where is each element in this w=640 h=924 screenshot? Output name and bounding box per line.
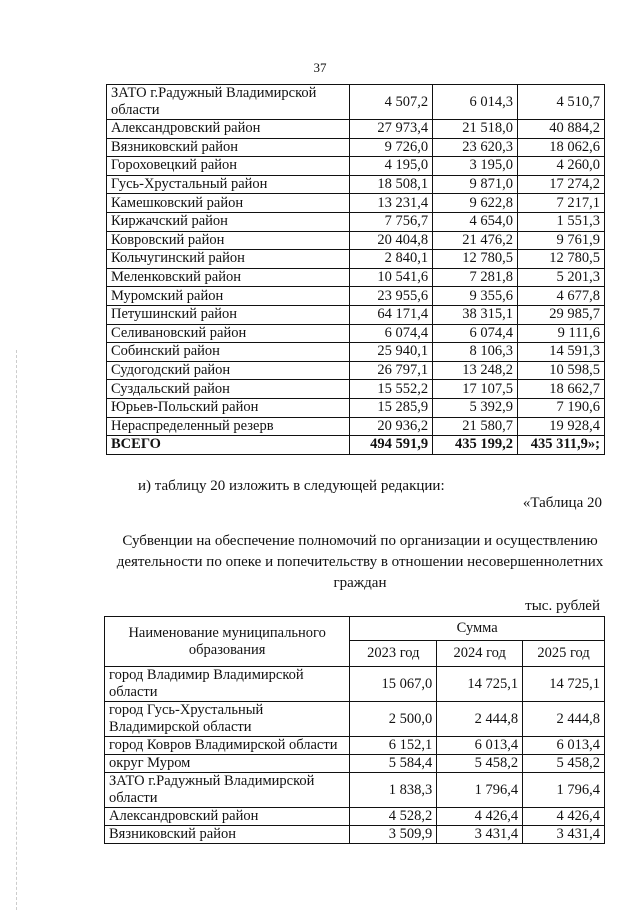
value-cell: 14 725,1 — [437, 667, 523, 702]
value-cell: 9 871,0 — [433, 175, 518, 194]
table-row — [107, 305, 605, 324]
value-cell: 12 780,5 — [433, 250, 518, 269]
municipality-name: Александровский район — [107, 120, 350, 139]
value-cell: 9 726,0 — [350, 138, 433, 157]
municipality-name: ЗАТО г.Радужный Владимирской области — [105, 773, 350, 808]
value-cell: 18 662,7 — [518, 380, 605, 399]
table-row — [107, 343, 605, 362]
header-year: 2024 год — [437, 641, 523, 667]
value-cell: 6 074,4 — [350, 324, 433, 343]
table-row — [107, 120, 605, 139]
value-cell: 4 426,4 — [437, 808, 523, 826]
value-cell: 2 444,8 — [523, 702, 605, 737]
value-cell: 1 796,4 — [437, 773, 523, 808]
municipality-name: Юрьев-Польский район — [107, 398, 350, 417]
table-title: Субвенции на обеспечение полномочий по организации и осуществлению деятельности по опеке и попечительству в отношении несовершеннолетних граждан — [116, 533, 604, 591]
value-cell: 4 260,0 — [518, 157, 605, 176]
table-row — [105, 737, 605, 755]
table-row — [105, 826, 605, 844]
value-cell: 7 217,1 — [518, 194, 605, 213]
value-cell: 18 062,6 — [518, 138, 605, 157]
value-cell: 40 884,2 — [518, 120, 605, 139]
value-cell: 6 152,1 — [350, 737, 437, 755]
table-row — [107, 398, 605, 417]
value-cell: 4 426,4 — [523, 808, 605, 826]
value-cell: 17 274,2 — [518, 175, 605, 194]
subvention-table — [104, 616, 605, 844]
table-row — [107, 175, 605, 194]
value-cell: 23 955,6 — [350, 287, 433, 306]
page-number: 37 — [313, 60, 327, 75]
table-row — [107, 157, 605, 176]
table-row — [105, 755, 605, 773]
municipality-name: Кольчугинский район — [107, 250, 350, 269]
value-cell: 7 756,7 — [350, 212, 433, 231]
table-row — [107, 250, 605, 269]
value-cell: 38 315,1 — [433, 305, 518, 324]
municipality-name: Гороховецкий район — [107, 157, 350, 176]
value-cell: 6 014,3 — [433, 85, 518, 120]
header-row — [105, 617, 605, 641]
value-cell: 15 067,0 — [350, 667, 437, 702]
value-cell: 4 507,2 — [350, 85, 433, 120]
value-cell: 29 985,7 — [518, 305, 605, 324]
table-row — [107, 361, 605, 380]
value-cell: 8 106,3 — [433, 343, 518, 362]
value-cell: 7 190,6 — [518, 398, 605, 417]
value-cell: 9 111,6 — [518, 324, 605, 343]
value-cell: 3 509,9 — [350, 826, 437, 844]
scan-margin-line — [16, 350, 18, 910]
municipality-name: Муромский район — [107, 287, 350, 306]
table-row — [107, 287, 605, 306]
value-cell: 64 171,4 — [350, 305, 433, 324]
municipality-name: город Гусь-Хрустальный Владимирской области — [105, 702, 350, 737]
amendment-text: и) таблицу 20 изложить в следующей редакции: — [138, 478, 445, 494]
value-cell: 9 355,6 — [433, 287, 518, 306]
municipality-name: Вязниковский район — [105, 826, 350, 844]
value-cell: 3 195,0 — [433, 157, 518, 176]
value-cell: 14 725,1 — [523, 667, 605, 702]
table-row — [105, 773, 605, 808]
municipality-name: город Владимир Владимирской области — [105, 667, 350, 702]
municipality-name: Вязниковский район — [107, 138, 350, 157]
value-cell: 2 444,8 — [437, 702, 523, 737]
value-cell: 21 518,0 — [433, 120, 518, 139]
table-row — [107, 194, 605, 213]
value-cell: 12 780,5 — [518, 250, 605, 269]
table-row — [107, 231, 605, 250]
value-cell: 13 248,2 — [433, 361, 518, 380]
header-sum: Сумма — [350, 617, 605, 641]
municipality-name: Селивановский район — [107, 324, 350, 343]
value-cell: 2 840,1 — [350, 250, 433, 269]
total-value: 494 591,9 — [350, 436, 433, 455]
total-row — [107, 436, 605, 455]
total-value: 435 311,9»; — [518, 436, 605, 455]
table-row — [107, 417, 605, 436]
budget-table-continuation — [106, 84, 605, 455]
municipality-name: Суздальский район — [107, 380, 350, 399]
table-row — [107, 138, 605, 157]
table-row — [105, 667, 605, 702]
value-cell: 5 458,2 — [437, 755, 523, 773]
value-cell: 4 510,7 — [518, 85, 605, 120]
header-year: 2023 год — [350, 641, 437, 667]
value-cell: 18 508,1 — [350, 175, 433, 194]
value-cell: 7 281,8 — [433, 268, 518, 287]
value-cell: 21 580,7 — [433, 417, 518, 436]
value-cell: 15 285,9 — [350, 398, 433, 417]
value-cell: 14 591,3 — [518, 343, 605, 362]
value-cell: 1 796,4 — [523, 773, 605, 808]
total-value: 435 199,2 — [433, 436, 518, 455]
municipality-name: Меленковский район — [107, 268, 350, 287]
municipality-name: ЗАТО г.Радужный Владимирской области — [107, 85, 350, 120]
municipality-name: Петушинский район — [107, 305, 350, 324]
value-cell: 9 761,9 — [518, 231, 605, 250]
municipality-name: Гусь-Хрустальный район — [107, 175, 350, 194]
table-row — [107, 324, 605, 343]
value-cell: 5 584,4 — [350, 755, 437, 773]
value-cell: 6 013,4 — [523, 737, 605, 755]
municipality-name: Нераспределенный резерв — [107, 417, 350, 436]
total-label: ВСЕГО — [107, 436, 350, 455]
value-cell: 23 620,3 — [433, 138, 518, 157]
value-cell: 4 677,8 — [518, 287, 605, 306]
municipality-name: Александровский район — [105, 808, 350, 826]
table-row — [105, 808, 605, 826]
value-cell: 1 838,3 — [350, 773, 437, 808]
value-cell: 20 936,2 — [350, 417, 433, 436]
value-cell: 5 458,2 — [523, 755, 605, 773]
value-cell: 5 392,9 — [433, 398, 518, 417]
value-cell: 5 201,3 — [518, 268, 605, 287]
table-row — [107, 212, 605, 231]
municipality-name: Камешковский район — [107, 194, 350, 213]
value-cell: 25 940,1 — [350, 343, 433, 362]
value-cell: 4 528,2 — [350, 808, 437, 826]
value-cell: 3 431,4 — [523, 826, 605, 844]
table-row — [107, 268, 605, 287]
value-cell: 10 598,5 — [518, 361, 605, 380]
value-cell: 10 541,6 — [350, 268, 433, 287]
value-cell: 4 654,0 — [433, 212, 518, 231]
value-cell: 2 500,0 — [350, 702, 437, 737]
value-cell: 6 074,4 — [433, 324, 518, 343]
value-cell: 3 431,4 — [437, 826, 523, 844]
table-row — [105, 702, 605, 737]
municipality-name: Киржачский район — [107, 212, 350, 231]
municipality-name: Судогодский район — [107, 361, 350, 380]
value-cell: 27 973,4 — [350, 120, 433, 139]
municipality-name: Ковровский район — [107, 231, 350, 250]
value-cell: 4 195,0 — [350, 157, 433, 176]
value-cell: 1 551,3 — [518, 212, 605, 231]
value-cell: 26 797,1 — [350, 361, 433, 380]
municipality-name: Собинский район — [107, 343, 350, 362]
value-cell: 13 231,4 — [350, 194, 433, 213]
table-row — [107, 85, 605, 120]
value-cell: 20 404,8 — [350, 231, 433, 250]
header-year: 2025 год — [523, 641, 605, 667]
municipality-name: город Ковров Владимирской области — [105, 737, 350, 755]
units-label: тыс. рублей — [525, 598, 600, 614]
value-cell: 6 013,4 — [437, 737, 523, 755]
municipality-name: округ Муром — [105, 755, 350, 773]
value-cell: 21 476,2 — [433, 231, 518, 250]
value-cell: 15 552,2 — [350, 380, 433, 399]
table-label: «Таблица 20 — [522, 495, 602, 511]
value-cell: 19 928,4 — [518, 417, 605, 436]
value-cell: 17 107,5 — [433, 380, 518, 399]
table-row — [107, 380, 605, 399]
value-cell: 9 622,8 — [433, 194, 518, 213]
header-name: Наименование муниципального образования — [105, 617, 350, 667]
